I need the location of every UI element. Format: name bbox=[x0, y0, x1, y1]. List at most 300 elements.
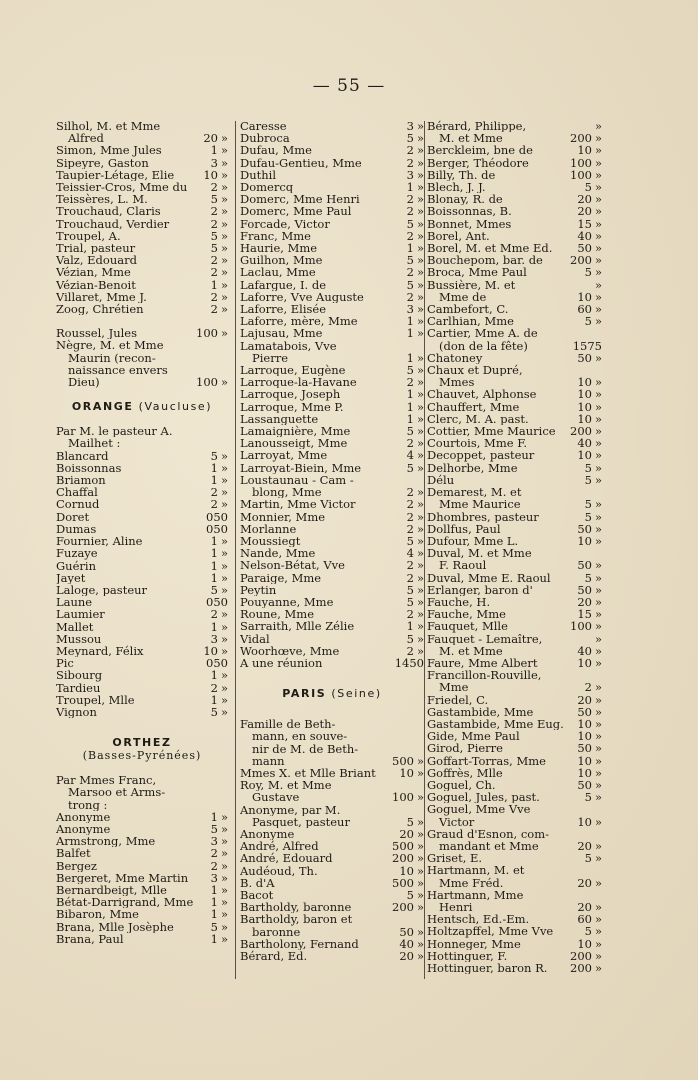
donor-name: Dieu) bbox=[68, 376, 100, 389]
donor-entry bbox=[427, 791, 602, 803]
donor-entry bbox=[427, 633, 602, 645]
donor-amount: 50 bbox=[577, 777, 592, 792]
donor-entry bbox=[240, 913, 424, 925]
donor-name: Nègre, M. et Mme bbox=[56, 339, 164, 352]
donor-amount: 500 bbox=[392, 839, 414, 854]
donor-cents: » bbox=[220, 265, 228, 280]
donor-amount: 2 bbox=[210, 607, 218, 622]
donor-name: Anonyme, par M. bbox=[240, 803, 341, 816]
donor-entry bbox=[240, 425, 424, 437]
donor-entry bbox=[427, 486, 602, 498]
donor-amount: 15 bbox=[577, 607, 592, 622]
donor-amount: 1 bbox=[210, 570, 218, 585]
donor-cents: » bbox=[416, 253, 424, 268]
donor-amount: 10 bbox=[203, 167, 218, 182]
donor-name: Goguel, Ch. bbox=[427, 778, 496, 792]
donor-name: Lanousseigt, Mme bbox=[240, 437, 348, 450]
donor-name: Délu bbox=[427, 473, 455, 487]
donor-amount: 2 bbox=[210, 680, 218, 695]
donor-cents: 50 bbox=[213, 595, 228, 610]
donor-entry bbox=[427, 596, 602, 608]
donor-cents: » bbox=[416, 582, 424, 597]
donor-cents: » bbox=[416, 424, 424, 439]
donor-cents: » bbox=[594, 838, 602, 853]
donor-cents: » bbox=[416, 387, 424, 402]
donor-entry bbox=[240, 193, 424, 205]
donor-name: Mallet bbox=[56, 620, 94, 633]
donor-entry bbox=[240, 852, 424, 864]
donor-cents: » bbox=[594, 533, 602, 548]
donor-list bbox=[56, 327, 228, 388]
donor-cents: » bbox=[220, 882, 228, 897]
donor-amount: 5 bbox=[210, 582, 218, 597]
donor-name: Larroque, Eugène bbox=[240, 364, 346, 377]
donor-cents: » bbox=[594, 790, 602, 805]
donor-amount: 15 bbox=[572, 338, 588, 353]
donor-entry bbox=[240, 242, 424, 254]
donor-entry bbox=[240, 547, 424, 559]
donor-cents: » bbox=[220, 570, 228, 585]
donor-amount: 2 bbox=[406, 289, 414, 304]
donor-amount: 0 bbox=[206, 595, 214, 610]
donor-entry bbox=[427, 376, 602, 388]
donor-entry bbox=[240, 596, 424, 608]
donor-entry bbox=[427, 511, 602, 523]
donor-name: Blech, J. J. bbox=[427, 181, 486, 194]
donor-name: Lafargue, I. de bbox=[240, 278, 327, 291]
donor-entry bbox=[240, 254, 424, 266]
donor-name: Bacot bbox=[240, 888, 274, 902]
donor-name: Lamaignière, Mme bbox=[240, 425, 351, 438]
donor-cents: » bbox=[220, 643, 228, 658]
donor-name: Bérard, Ed. bbox=[240, 950, 308, 963]
donor-entry bbox=[240, 877, 424, 889]
donor-cents: » bbox=[220, 228, 228, 243]
donor-cents: » bbox=[416, 558, 424, 573]
section-heading-orthez bbox=[56, 736, 228, 749]
donor-entry bbox=[56, 498, 228, 510]
donor-cents: » bbox=[220, 216, 228, 231]
donor-entry bbox=[427, 523, 602, 535]
donor-entry bbox=[427, 315, 602, 327]
donor-cents: » bbox=[220, 858, 228, 873]
donor-entry bbox=[56, 884, 228, 896]
donor-amount: 200 bbox=[570, 253, 592, 268]
donor-amount: 10 bbox=[399, 765, 414, 780]
donor-name: Hartmann, M. et bbox=[427, 864, 525, 877]
donor-amount: 1 bbox=[210, 143, 218, 158]
donor-entry bbox=[427, 925, 602, 937]
donor-cents: » bbox=[594, 607, 602, 622]
donor-amount: 20 bbox=[577, 692, 592, 707]
donor-name: Trial, pasteur bbox=[56, 242, 136, 255]
donor-entry bbox=[240, 730, 424, 742]
donor-name: Fauche, H. bbox=[427, 595, 491, 609]
donor-cents: » bbox=[416, 119, 424, 133]
donor-cents: » bbox=[416, 143, 424, 158]
donor-entry bbox=[427, 327, 602, 339]
donor-cents: » bbox=[416, 509, 424, 524]
donor-cents: » bbox=[220, 895, 228, 910]
donor-entry bbox=[240, 718, 424, 730]
donor-amount: 3 bbox=[210, 870, 218, 885]
donor-amount: 5 bbox=[406, 582, 414, 597]
donor-name: Anonyme bbox=[56, 810, 111, 823]
donor-amount: 1 bbox=[210, 692, 218, 707]
donor-cents: » bbox=[416, 924, 424, 939]
donor-cents: » bbox=[416, 863, 424, 878]
donor-cents: » bbox=[220, 582, 228, 597]
donor-amount: 5 bbox=[584, 851, 592, 866]
donor-cents: 50 bbox=[213, 521, 228, 536]
donor-cents: » bbox=[220, 931, 228, 946]
donor-amount: 1 bbox=[406, 399, 414, 414]
donor-amount: 60 bbox=[577, 302, 592, 317]
donor-name: Fuzaye bbox=[56, 547, 98, 560]
donor-cents: » bbox=[594, 643, 602, 658]
donor-entry bbox=[240, 266, 424, 278]
donor-cents: » bbox=[220, 180, 228, 195]
donor-entry bbox=[56, 657, 228, 669]
donor-entry bbox=[56, 523, 228, 535]
donor-entry bbox=[240, 449, 424, 461]
donor-entry bbox=[427, 144, 602, 156]
donor-entry bbox=[56, 584, 228, 596]
donor-cents: » bbox=[416, 265, 424, 280]
donor-name: Anonyme bbox=[56, 822, 111, 836]
donor-entry bbox=[56, 596, 228, 608]
donor-cents: » bbox=[594, 216, 602, 231]
donor-cents: » bbox=[220, 143, 228, 158]
donor-name: Bartholdy, baronne bbox=[240, 901, 352, 914]
donor-amount: 1 bbox=[210, 473, 218, 488]
donor-cents: » bbox=[416, 949, 424, 963]
donor-name: Haurie, Mme bbox=[240, 242, 318, 255]
donor-name: Mailhet : bbox=[68, 437, 121, 450]
donor-amount: 5 bbox=[406, 424, 414, 439]
donor-amount: 2 bbox=[406, 375, 414, 390]
donor-name: Brana, Paul bbox=[56, 932, 124, 945]
donor-name: Decoppet, pasteur bbox=[427, 449, 535, 462]
donor-entry bbox=[427, 254, 602, 266]
donor-cents: » bbox=[416, 216, 424, 231]
donor-name: Bétat-Darrigrand, Mme bbox=[56, 896, 194, 909]
donor-amount: 50 bbox=[577, 350, 592, 365]
donor-cents: » bbox=[416, 839, 424, 854]
donor-name: Girod, Pierre bbox=[427, 742, 503, 755]
donor-name: Teissères, L. M. bbox=[56, 193, 148, 206]
donor-entry bbox=[240, 816, 424, 828]
donor-amount: 3 bbox=[406, 167, 414, 182]
donor-name: Marsoo et Arms- bbox=[68, 786, 166, 799]
donor-cents: » bbox=[594, 119, 602, 133]
donor-cents: » bbox=[594, 753, 602, 768]
donor-amount: 500 bbox=[392, 753, 414, 768]
donor-cents: » bbox=[594, 936, 602, 951]
donor-cents: » bbox=[416, 631, 424, 646]
donor-cents: » bbox=[220, 546, 228, 561]
donor-amount: 2 bbox=[406, 607, 414, 622]
donor-cents: » bbox=[594, 448, 602, 463]
donor-name: Blancard bbox=[56, 449, 109, 462]
donor-cents: » bbox=[416, 326, 424, 341]
donor-name: Valz, Edouard bbox=[56, 254, 137, 267]
donor-name: Cartier, Mme A. de bbox=[427, 327, 538, 340]
donor-name: Vidal bbox=[240, 632, 270, 645]
donor-amount: 50 bbox=[577, 558, 592, 573]
donor-list bbox=[427, 120, 602, 974]
donor-cents: » bbox=[594, 948, 602, 963]
donor-name: Demarest, M. et bbox=[427, 486, 522, 499]
donor-name: Bussière, M. et bbox=[427, 278, 516, 291]
donor-cents: » bbox=[594, 765, 602, 780]
donor-amount: 3 bbox=[210, 631, 218, 646]
donor-cents: » bbox=[416, 936, 424, 951]
donor-entry bbox=[240, 364, 424, 376]
donor-amount: 100 bbox=[196, 375, 218, 390]
donor-name: Teissier-Cros, Mme du bbox=[56, 181, 188, 194]
donor-amount: 5 bbox=[210, 241, 218, 256]
donor-cents: » bbox=[220, 534, 228, 549]
donor-entry bbox=[427, 840, 602, 852]
donor-entry bbox=[56, 823, 228, 835]
donor-name: Franc, Mme bbox=[240, 229, 311, 243]
donor-cents: » bbox=[220, 473, 228, 488]
donor-cents: 75 bbox=[587, 338, 602, 353]
donor-entry bbox=[56, 706, 228, 718]
donor-amount: 10 bbox=[577, 143, 592, 158]
donor-amount: 5 bbox=[406, 253, 414, 268]
donor-cents: » bbox=[594, 912, 602, 927]
donor-cents: » bbox=[220, 241, 228, 256]
donor-amount: 2 bbox=[406, 192, 414, 207]
donor-cents: 50 bbox=[213, 509, 228, 524]
donor-amount: 2 bbox=[406, 228, 414, 243]
donor-name: Mme de bbox=[439, 290, 487, 304]
donor-entry bbox=[56, 157, 228, 169]
donor-amount: 10 bbox=[577, 375, 592, 390]
donor-entry bbox=[240, 572, 424, 584]
donor-name: Clerc, M. A. past. bbox=[427, 412, 529, 426]
donor-name: (don de la fête) bbox=[439, 339, 528, 352]
donor-entry bbox=[427, 266, 602, 278]
donor-entry bbox=[427, 901, 602, 913]
donor-cents: » bbox=[220, 919, 228, 934]
donor-cents: » bbox=[594, 594, 602, 609]
donor-amount: 20 bbox=[577, 192, 592, 207]
donor-entry bbox=[56, 205, 228, 217]
donor-name: Goguel, Jules, past. bbox=[427, 791, 540, 804]
section-region: (Seine) bbox=[331, 687, 382, 701]
donor-name: Laloge, pasteur bbox=[56, 583, 148, 597]
donor-name: Faure, Mme Albert bbox=[427, 656, 538, 670]
donor-entry bbox=[56, 847, 228, 859]
donor-entry bbox=[240, 132, 424, 144]
donor-entry bbox=[240, 327, 424, 339]
donor-name: Graud d'Esnon, com- bbox=[427, 827, 549, 840]
donor-cents: » bbox=[220, 809, 228, 824]
donor-entry bbox=[56, 535, 228, 547]
donor-name: Erlanger, baron d' bbox=[427, 583, 533, 596]
donor-cents: » bbox=[220, 326, 228, 341]
donor-entry bbox=[56, 486, 228, 498]
donor-amount: 5 bbox=[210, 228, 218, 243]
donor-entry bbox=[427, 535, 602, 547]
donor-name: B. d'A bbox=[240, 876, 275, 889]
donor-entry bbox=[240, 230, 424, 242]
donor-name: Villaret, Mme J. bbox=[56, 290, 147, 304]
donor-amount: 50 bbox=[577, 521, 592, 536]
donor-name: Hottinguer, baron R. bbox=[427, 962, 548, 975]
donor-entry bbox=[56, 450, 228, 462]
donor-entry bbox=[56, 835, 228, 847]
donor-cents: » bbox=[594, 472, 602, 487]
donor-amount: 5 bbox=[584, 265, 592, 280]
donor-amount: 3 bbox=[406, 119, 414, 133]
donor-cents: » bbox=[220, 375, 228, 390]
donor-amount: 5 bbox=[406, 594, 414, 609]
donor-cents: » bbox=[594, 167, 602, 182]
donor-entry bbox=[427, 828, 602, 840]
donor-cents: » bbox=[594, 582, 602, 597]
donor-name: Zoog, Chrétien bbox=[56, 303, 144, 316]
donor-name: Tardieu bbox=[56, 681, 101, 694]
donor-name: Paraige, Mme bbox=[240, 571, 322, 584]
donor-amount: 2 bbox=[210, 485, 218, 500]
donor-name: Griset, E. bbox=[427, 852, 483, 865]
donor-cents: » bbox=[416, 302, 424, 317]
donor-entry bbox=[240, 865, 424, 877]
donor-name: Bérard, Philippe, bbox=[427, 120, 527, 133]
donor-cents: » bbox=[416, 155, 424, 170]
donor-name: Holtzapffel, Mme Vve bbox=[427, 925, 554, 938]
donor-cents: » bbox=[594, 570, 602, 585]
donor-entry bbox=[240, 474, 424, 486]
donor-amount: 5 bbox=[406, 131, 414, 146]
donor-name: Borel, M. et Mme Ed. bbox=[427, 242, 553, 255]
donor-name: Famille de Beth- bbox=[240, 718, 336, 731]
donor-amount: 20 bbox=[399, 826, 414, 841]
donor-amount: 4 bbox=[406, 546, 414, 561]
donor-cents: » bbox=[594, 204, 602, 219]
donor-name: Audéoud, Th. bbox=[240, 864, 318, 877]
donor-amount: 10 bbox=[577, 411, 592, 426]
donor-cents: 50 bbox=[409, 655, 424, 670]
donor-cents: » bbox=[220, 204, 228, 219]
donor-name: Friedel, C. bbox=[427, 693, 489, 706]
donor-amount: 200 bbox=[570, 131, 592, 146]
donor-cents: » bbox=[220, 167, 228, 182]
donor-name: Delhorbe, Mme bbox=[427, 461, 518, 474]
donor-name: Moussiegt bbox=[240, 534, 301, 548]
donor-amount: 5 bbox=[406, 887, 414, 902]
donor-amount: 100 bbox=[570, 619, 592, 634]
donor-entry bbox=[56, 425, 228, 437]
donor-amount: 0 bbox=[206, 509, 214, 524]
donor-amount: 10 bbox=[203, 643, 218, 658]
donor-entry bbox=[427, 498, 602, 510]
donor-name: Domercq bbox=[240, 181, 294, 194]
donor-entry bbox=[240, 498, 424, 510]
donor-name: Roy, M. et Mme bbox=[240, 779, 332, 792]
donor-cents: » bbox=[220, 846, 228, 861]
donor-amount: 10 bbox=[577, 729, 592, 744]
donor-name: Gastambide, Mme bbox=[427, 705, 534, 718]
donor-cents: » bbox=[594, 424, 602, 439]
donor-entry bbox=[56, 811, 228, 823]
donor-amount: 2 bbox=[406, 436, 414, 451]
donor-cents: » bbox=[416, 814, 424, 829]
donor-cents: » bbox=[416, 887, 424, 902]
donor-list bbox=[240, 718, 424, 962]
donor-entry bbox=[56, 132, 228, 144]
donor-name: Cottier, Mme Maurice bbox=[427, 425, 556, 438]
donor-name: Mmes bbox=[439, 376, 475, 389]
donor-amount: 5 bbox=[406, 460, 414, 475]
donor-name: mann, en souve- bbox=[252, 730, 348, 743]
donor-name: Carlhian, Mme bbox=[427, 315, 514, 328]
donor-cents: » bbox=[416, 521, 424, 536]
donor-amount: 1 bbox=[406, 326, 414, 341]
donor-cents: » bbox=[416, 826, 424, 841]
donor-amount: 200 bbox=[570, 424, 592, 439]
donor-amount: 2 bbox=[210, 180, 218, 195]
donor-amount: 40 bbox=[577, 228, 592, 243]
donor-name: Berger, Théodore bbox=[427, 156, 529, 169]
donor-entry bbox=[427, 620, 602, 632]
donor-name: Maurin (recon- bbox=[68, 351, 156, 364]
donor-name: Bartholony, Fernand bbox=[240, 937, 359, 950]
donor-cents: » bbox=[594, 277, 602, 292]
donor-entry bbox=[427, 889, 602, 901]
donor-name: naissance envers bbox=[68, 363, 168, 377]
donor-amount: 1 bbox=[406, 350, 414, 365]
donor-name: Guérin bbox=[56, 559, 96, 572]
donor-name: Fournier, Aline bbox=[56, 535, 143, 548]
donor-name: M. et Mme bbox=[439, 644, 503, 657]
donor-entry bbox=[56, 896, 228, 908]
donor-entry bbox=[240, 620, 424, 632]
donor-amount: 200 bbox=[392, 900, 414, 915]
donor-entry bbox=[427, 157, 602, 169]
donor-name: Pouyanne, Mme bbox=[240, 595, 334, 609]
donor-cents: » bbox=[594, 143, 602, 158]
donor-cents: » bbox=[416, 228, 424, 243]
donor-cents: » bbox=[594, 619, 602, 634]
donor-amount: 50 bbox=[577, 241, 592, 256]
donor-amount: 1 bbox=[210, 546, 218, 561]
donor-name: Francillon-Rouville, bbox=[427, 669, 542, 682]
donor-entry bbox=[427, 364, 602, 376]
donor-entry bbox=[240, 315, 424, 327]
column-1 bbox=[56, 120, 228, 945]
donor-name: F. Raoul bbox=[439, 559, 487, 572]
donor-entry bbox=[56, 786, 228, 798]
column-3 bbox=[427, 120, 602, 974]
donor-name: Dhombres, pasteur bbox=[427, 510, 539, 523]
donor-name: Laclau, Mme bbox=[240, 266, 316, 279]
donor-amount: 2 bbox=[406, 643, 414, 658]
donor-entry bbox=[56, 774, 228, 786]
donor-cents: » bbox=[594, 180, 602, 195]
donor-cents: » bbox=[416, 277, 424, 292]
donor-amount: 1 bbox=[406, 241, 414, 256]
donor-amount: 100 bbox=[570, 155, 592, 170]
donor-cents: » bbox=[594, 228, 602, 243]
donor-amount: 2 bbox=[406, 497, 414, 512]
donor-name: Par Mmes Franc, bbox=[56, 774, 157, 787]
donor-amount: 5 bbox=[584, 497, 592, 512]
